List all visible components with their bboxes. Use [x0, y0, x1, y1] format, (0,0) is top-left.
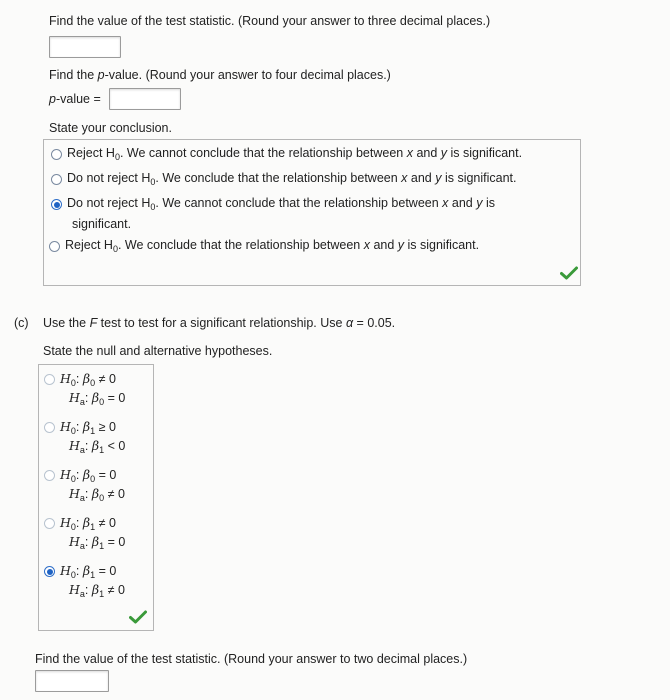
test-stat2-prompt: Find the value of the test statistic. (Round your answer to two decimal places.): [35, 652, 468, 666]
hypothesis-alt: $H_a$: $\beta_1 \ne 0$: [69, 582, 125, 599]
radio-button-selected[interactable]: [51, 199, 62, 210]
option-label: Reject $H_0$. We conclude that the relationship between x and y is significant.: [65, 238, 480, 254]
hypothesis-null: $H_0$: $\beta_1 \ge 0$: [60, 419, 116, 436]
hypotheses-prompt: State the null and alternative hypotheses.: [43, 344, 273, 358]
conclusion-panel: [43, 139, 581, 286]
hypothesis-alt: $H_a$: $\beta_1 < 0$: [69, 438, 126, 455]
part-c-prompt: Use the F test to test for a significant relationship. Use α = 0.05.: [43, 316, 396, 330]
part-c-label: (c): [14, 316, 29, 330]
hypothesis-alt: $H_a$: $\beta_1 = 0$: [69, 534, 126, 551]
test-stat-prompt: Find the value of the test statistic. (Round your answer to three decimal places.): [49, 14, 491, 28]
hypothesis-null: $H_0$: $\beta_0 \ne 0$: [60, 371, 116, 388]
checkmark-icon: [129, 610, 147, 624]
radio-button[interactable]: [44, 422, 55, 433]
radio-button[interactable]: [44, 470, 55, 481]
radio-button[interactable]: [44, 518, 55, 529]
conclusion-prompt: State your conclusion.: [49, 121, 172, 135]
pvalue-prompt: Find the p-value. (Round your answer to four decimal places.): [49, 68, 391, 82]
hypothesis-alt: $H_a$: $\beta_0 \ne 0$: [69, 486, 125, 503]
radio-button[interactable]: [51, 174, 62, 185]
hypotheses-panel: [38, 364, 154, 631]
radio-button-selected[interactable]: [44, 566, 55, 577]
checkmark-icon: [560, 266, 578, 280]
option-label: Reject $H_0$. We cannot conclude that the relationship between x and y is significant.: [67, 146, 523, 162]
hypothesis-null: $H_0$: $\beta_1 = 0$: [60, 563, 117, 580]
test-stat-input[interactable]: [49, 36, 121, 58]
radio-button[interactable]: [51, 149, 62, 160]
hypothesis-alt: $H_a$: $\beta_0 = 0$: [69, 390, 126, 407]
option-label: Do not reject $H_0$. We cannot conclude that the relationship between x and y is: [67, 196, 495, 212]
option-label-continued: significant.: [72, 217, 132, 231]
test-stat2-input[interactable]: [35, 670, 109, 692]
pvalue-input[interactable]: [109, 88, 181, 110]
radio-button[interactable]: [49, 241, 60, 252]
radio-button[interactable]: [44, 374, 55, 385]
hypothesis-null: $H_0$: $\beta_0 = 0$: [60, 467, 117, 484]
hypothesis-null: $H_0$: $\beta_1 \ne 0$: [60, 515, 116, 532]
option-label: Do not reject $H_0$. We conclude that the relationship between x and y is significant.: [67, 171, 517, 187]
pvalue-label: p-value =: [49, 92, 101, 106]
